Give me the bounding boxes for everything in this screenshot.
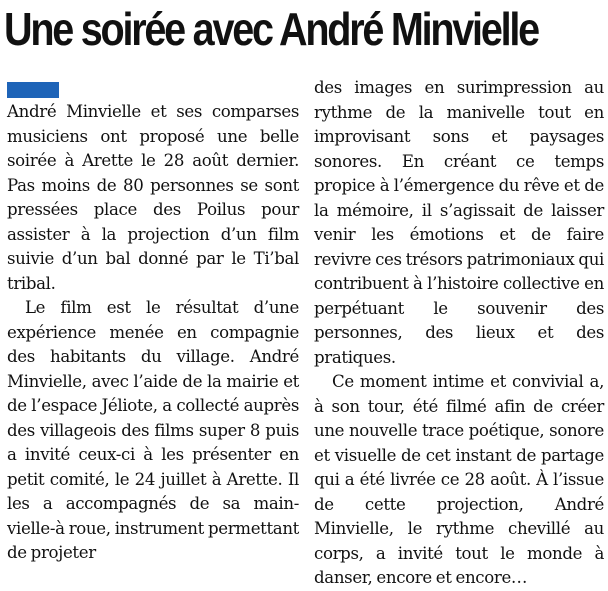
article-paragraph: des images en surimpression au rythme de la manivelle tout en improvisant sons et paysages sonores. En créant ce temps propice à l’émergence du rêve et de la mémoire, il s’agissait de laisser venir les émotions et de faire revivre ces trésors patrimoniaux qui contribuent à l’histoire collective en perpétuant le souvenir des personnes, des lieux et des pratiques.	[314, 78, 604, 367]
article-paragraph: Ce moment intime et convivial a, à son tour, été filmé afin de créer une nouvelle trace poétique, sonore et visuelle de cet instant de partage qui a été livrée ce 28 août. À l’issue de cette projection, André Minvielle, le rythme chevillé au corps, a invité tout le monde à danser, encore et encore…	[314, 372, 604, 587]
article-headline: Une soirée avec André Minvielle	[4, 3, 538, 55]
section-accent-bar	[7, 82, 59, 98]
article-paragraph: André Minvielle et ses comparses musiciens ont proposé une belle soirée à Arette le 28 août dernier. Pas moins de 80 personnes se sont pressées place des Poilus pour assister à la projection d’un film suivie d’un bal donné par le Ti’bal tribal.	[7, 102, 299, 293]
article-paragraph: Le film est le résultat d’une expérience menée en compagnie des habitants du village. André Minvielle, avec l’aide de la mairie et de l’espace Jéliote, a collecté auprès des villageois des films super 8 puis a invité ceux-ci à les présenter en petit comité, le 24 juillet à Arette. Il les a accompagnés de sa main-vielle-à roue, instrument permettant de projeter	[7, 298, 299, 562]
article-column-right	[314, 76, 604, 591]
article-column-left	[7, 100, 299, 566]
